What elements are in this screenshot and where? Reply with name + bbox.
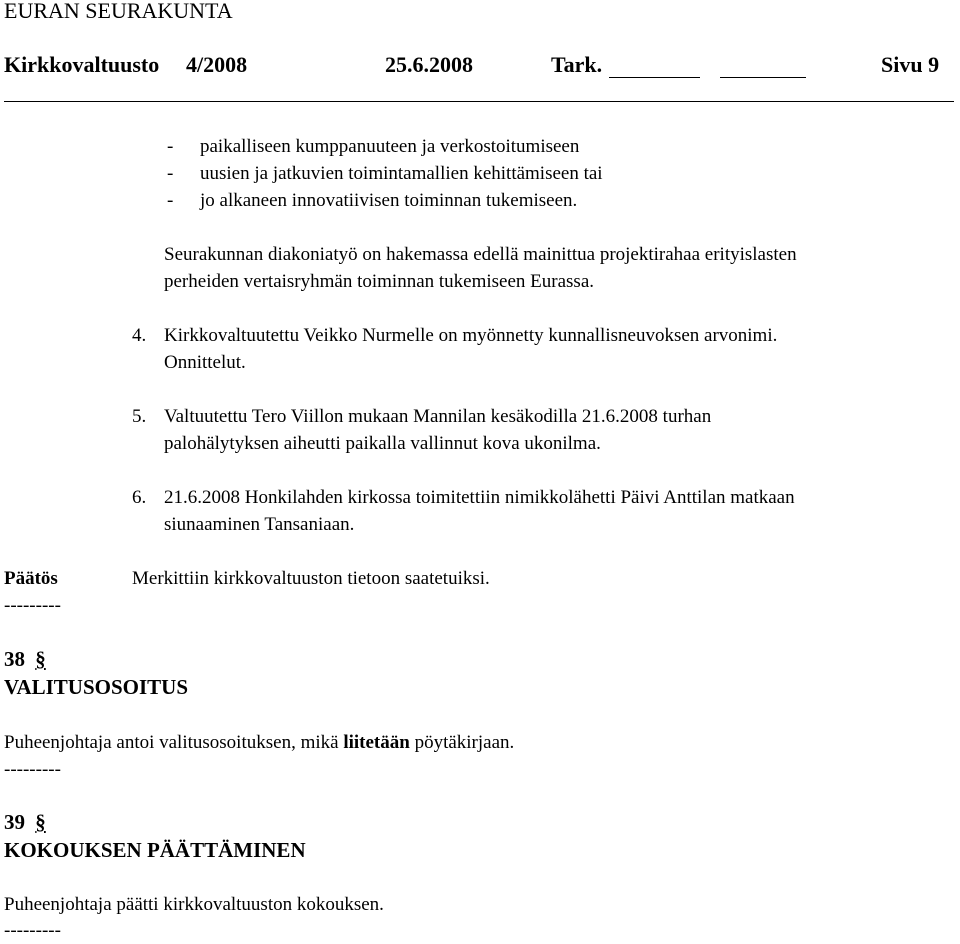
section-title: VALITUSOSOITUS	[4, 675, 189, 699]
review-label: Tark.	[551, 52, 603, 77]
bullet-mark: -	[167, 163, 174, 184]
section-title: KOKOUKSEN PÄÄTTÄMINEN	[4, 838, 306, 862]
page-number: Sivu 9	[881, 52, 940, 77]
section-separator: ---------	[4, 920, 61, 941]
section-mark: §	[35, 647, 46, 671]
meeting-name: Kirkkovaltuusto	[4, 52, 160, 77]
section-text	[4, 729, 514, 756]
item-text: Kirkkovaltuutettu Veikko Nurmelle on myönnetty kunnallisneuvoksen arvonimi.	[164, 325, 778, 346]
bullet-mark: -	[167, 190, 174, 211]
header-rule	[4, 101, 954, 102]
signature-line-1	[609, 77, 700, 78]
section-number: 39	[4, 810, 25, 834]
item-text: palohälytyksen aiheutti paikalla vallinnut kova ukonilma.	[164, 433, 601, 454]
item-number: 6.	[132, 487, 147, 508]
meeting-number: 4/2008	[186, 52, 248, 77]
bullet-item: paikalliseen kumppanuuteen ja verkostoitumiseen	[200, 136, 580, 157]
bullet-mark: -	[167, 136, 174, 157]
signature-line-2	[720, 77, 806, 78]
item-text: Valtuutettu Tero Viillon mukaan Mannilan kesäkodilla 21.6.2008 turhan	[164, 406, 712, 427]
item-text: Onnittelut.	[164, 352, 246, 373]
section-mark: §	[35, 810, 46, 834]
decision-text: Merkittiin kirkkovaltuuston tietoon saatetuiksi.	[132, 568, 490, 589]
section-heading-39	[4, 810, 46, 835]
decision-label: Päätös	[4, 568, 58, 589]
bullet-item: jo alkaneen innovatiivisen toiminnan tukemiseen.	[200, 190, 578, 211]
item-number: 4.	[132, 325, 147, 346]
paragraph-line: Seurakunnan diakoniatyö on hakemassa edellä mainittua projektirahaa erityislasten	[164, 244, 797, 265]
item-text: siunaaminen Tansaniaan.	[164, 514, 355, 535]
item-number: 5.	[132, 406, 147, 427]
decision-separator: ---------	[4, 595, 61, 616]
section-text: Puheenjohtaja päätti kirkkovaltuuston kokouksen.	[4, 894, 384, 915]
section-number: 38	[4, 647, 25, 671]
bullet-item: uusien ja jatkuvien toimintamallien kehittämiseen tai	[200, 163, 603, 184]
meeting-date: 25.6.2008	[385, 52, 473, 77]
section-separator: ---------	[4, 759, 61, 780]
section-text-start: Puheenjohtaja antoi valitusosoituksen, mikä	[4, 732, 344, 753]
organization-name: EURAN SEURAKUNTA	[4, 0, 233, 23]
item-text: 21.6.2008 Honkilahden kirkossa toimitettiin nimikkolähetti Päivi Anttilan matkaan	[164, 487, 795, 508]
section-heading-38	[4, 647, 46, 672]
paragraph-line: perheiden vertaisryhmän toiminnan tukemiseen Eurassa.	[164, 271, 595, 292]
section-text-end: pöytäkirjaan.	[409, 732, 515, 753]
section-text-bold: liitetään	[343, 732, 410, 753]
